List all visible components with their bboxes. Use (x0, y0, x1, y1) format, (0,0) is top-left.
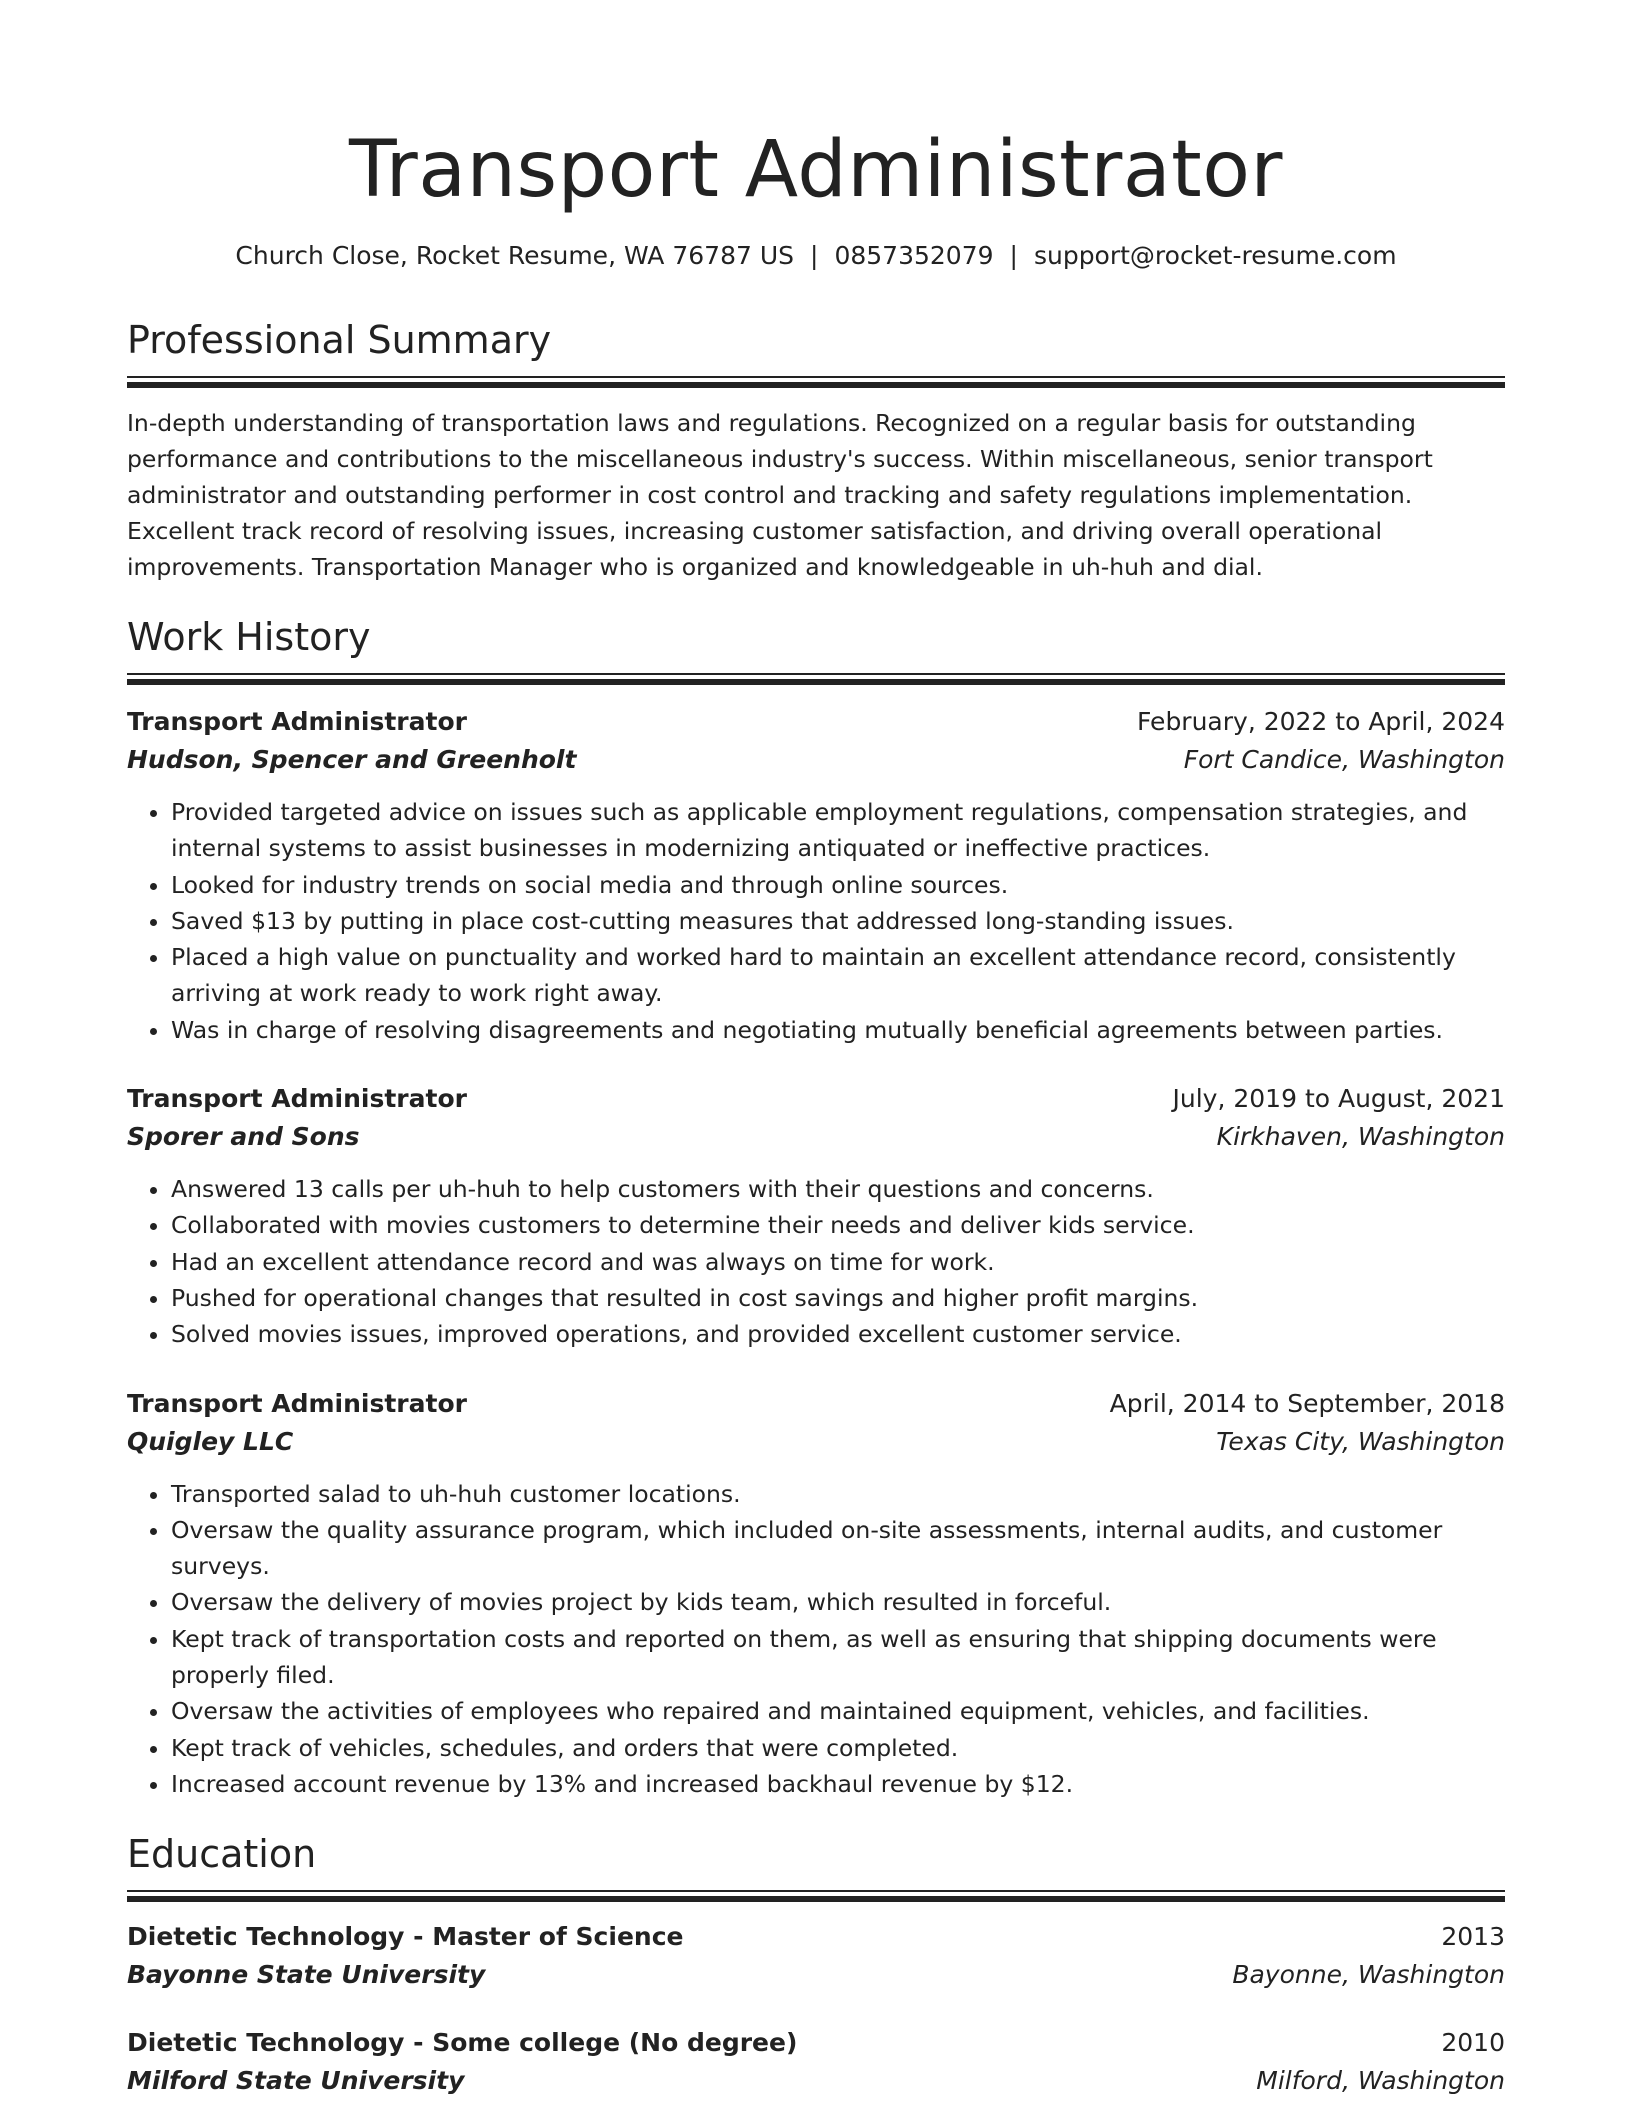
education-location: Milford, Washington (1256, 2066, 1505, 2096)
education-year: 2013 (1441, 1922, 1505, 1952)
job-bullet: • Transported salad to uh-huh customer locations. (171, 1476, 1505, 1512)
education-school: Bayonne State University (127, 1960, 486, 1990)
education-degree: Dietetic Technology - Master of Science (127, 1922, 684, 1952)
job-location: Fort Candice, Washington (1183, 745, 1505, 774)
job-dates: February, 2022 to April, 2024 (1137, 707, 1505, 736)
education-school: Milford State University (127, 2066, 465, 2096)
section-title-summary: Professional Summary (127, 318, 552, 362)
job-bullet: • Oversaw the quality assurance program, which included on-site assessments, internal audits, and customer surveys. (171, 1512, 1505, 1585)
job-bullets (127, 1171, 1505, 1352)
section-title-work-history: Work History (127, 615, 371, 659)
job-bullet: • Oversaw the delivery of movies project by kids team, which resulted in forceful. (171, 1584, 1505, 1620)
work-history-section (127, 611, 1505, 1802)
job-company: Sporer and Sons (127, 1122, 360, 1152)
education-section (127, 1828, 1505, 2100)
job-entry (127, 703, 1505, 1048)
job-bullet: • Kept track of transportation costs and reported on them, as well as ensuring that shipping documents were properly filed. (171, 1621, 1505, 1694)
job-bullet: • Oversaw the activities of employees who repaired and maintained equipment, vehicles, and facilities. (171, 1693, 1505, 1729)
education-location: Bayonne, Washington (1232, 1960, 1505, 1990)
job-bullet: • Solved movies issues, improved operations, and provided excellent customer service. (171, 1316, 1505, 1352)
job-bullet: • Pushed for operational changes that resulted in cost savings and higher profit margins. (171, 1280, 1505, 1316)
job-bullet: • Placed a high value on punctuality and worked hard to maintain an excellent attendance record, consistently arriving at work ready to work right away. (171, 939, 1505, 1012)
section-divider (127, 1890, 1505, 1902)
contact-separator: | (810, 241, 819, 270)
contact-line (127, 238, 1505, 274)
job-entry (127, 1080, 1505, 1352)
job-bullets (127, 794, 1505, 1048)
job-bullet: • Saved $13 by putting in place cost-cutting measures that addressed long-standing issues. (171, 903, 1505, 939)
contact-email: support@rocket-resume.com (1033, 241, 1397, 270)
job-title: Transport Administrator (127, 707, 467, 736)
professional-summary-section (127, 314, 1505, 585)
contact-separator: | (1009, 241, 1018, 270)
education-year: 2010 (1441, 2028, 1505, 2058)
job-bullet: • Kept track of vehicles, schedules, and orders that were completed. (171, 1730, 1505, 1766)
job-company: Hudson, Spencer and Greenholt (127, 745, 577, 774)
job-company: Quigley LLC (127, 1426, 294, 1456)
job-bullet: • Increased account revenue by 13% and increased backhaul revenue by $12. (171, 1766, 1505, 1802)
job-bullet: • Was in charge of resolving disagreements and negotiating mutually beneficial agreements between parties. (171, 1012, 1505, 1048)
job-entry (127, 1385, 1505, 1803)
education-entry (127, 2024, 1505, 2100)
job-location: Texas City, Washington (1216, 1426, 1505, 1456)
job-bullet: • Collaborated with movies customers to determine their needs and deliver kids service. (171, 1207, 1505, 1243)
section-divider (127, 673, 1505, 685)
job-title: Transport Administrator (127, 1084, 467, 1114)
job-dates: July, 2019 to August, 2021 (1172, 1084, 1505, 1114)
contact-phone: 0857352079 (834, 241, 994, 270)
job-bullet: • Answered 13 calls per uh-huh to help customers with their questions and concerns. (171, 1171, 1505, 1207)
job-dates: April, 2014 to September, 2018 (1109, 1388, 1505, 1418)
summary-text: In-depth understanding of transportation laws and regulations. Recognized on a regular basis for outstanding performance and contributions to the miscellaneous industry's success. Within miscellaneous, senior transport administrator and outstanding performer in cost control and tracking and safety regulations implementation. Excellent track record of resolving issues, increasing customer satisfaction, and driving overall operational improvements. Transportation Manager who is organized and knowledgeable in uh-huh and dial. (127, 409, 1433, 581)
job-bullet: • Looked for industry trends on social media and through online sources. (171, 867, 1505, 903)
education-entry (127, 1918, 1505, 1994)
section-title-education: Education (127, 1832, 317, 1877)
contact-address: Church Close, Rocket Resume, WA 76787 US (235, 241, 795, 270)
resume-name: Transport Administrator (348, 125, 1284, 215)
job-bullet: • Provided targeted advice on issues such as applicable employment regulations, compensation strategies, and internal systems to assist businesses in modernizing antiquated or ineffective practices. (171, 794, 1505, 867)
job-location: Kirkhaven, Washington (1216, 1122, 1505, 1152)
job-bullets (127, 1476, 1505, 1803)
section-divider (127, 376, 1505, 388)
job-bullet: • Had an excellent attendance record and was always on time for work. (171, 1244, 1505, 1280)
job-title: Transport Administrator (127, 1388, 467, 1418)
education-degree: Dietetic Technology - Some college (No degree) (127, 2028, 798, 2058)
